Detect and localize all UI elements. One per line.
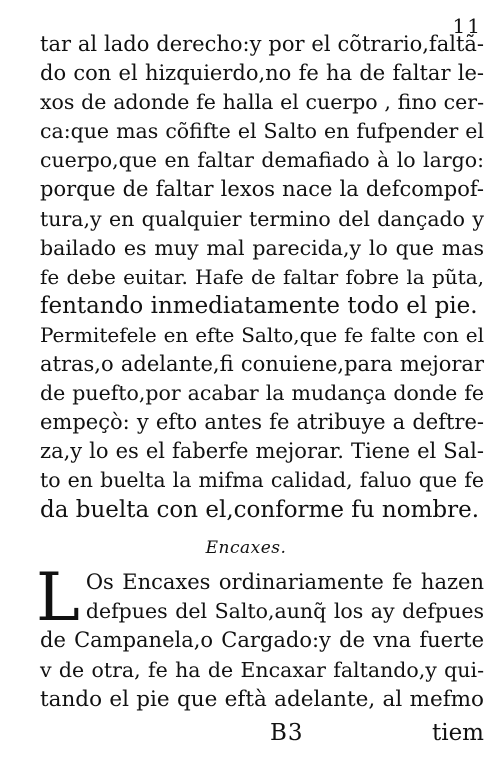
text-line: cuerpo,que en faltar demafiado à lo largo: (40, 148, 484, 173)
text-line: da buelta con el,conforme fu nombre. (40, 496, 480, 523)
text-line: do con el hizquierdo,no fe ha de faltar le- (40, 61, 484, 86)
text-line: atras,o adelante,fi conuiene,para mejorar (40, 352, 484, 377)
text-line: tura,y en qualquier termino del dançado y (40, 206, 484, 231)
main-paragraph (40, 30, 484, 525)
text-line: porque de faltar lexos nace la defcompof- (40, 177, 484, 202)
text-line: fe debe euitar. Hafe de faltar fobre la pũta, (40, 264, 484, 289)
text-line: bailado es muy mal parecida,y lo que mas (40, 235, 484, 260)
text-line: de Campanela,o Cargado:y de vna fuerte (40, 628, 484, 653)
text-line: tando el pie que eftà adelante, al mefmo (40, 686, 484, 712)
text-line: tar al lado derecho:y por el cõtrario,faltã- (40, 32, 484, 56)
text-line: empeçò: y efto antes fe atribuye a deftre- (40, 410, 484, 435)
text-line: Permitefele en efte Salto,que fe falte con el (40, 322, 484, 347)
signature-mark: B3 (270, 720, 304, 746)
text-line: ca:que mas cõfifte el Salto en fufpender el (40, 119, 484, 144)
catchword: tiem (431, 720, 484, 746)
text-line: v de otra, fe ha de Encaxar faltando,y qui- (40, 657, 484, 682)
text-line: de puefto,por acabar la mudança donde fe (40, 381, 484, 406)
text-line: to en buelta la mifma calidad, faluo que fe (40, 468, 484, 493)
page-number: 11 (452, 14, 482, 38)
text-line: xos de adonde fe halla el cuerpo , fino cer- (40, 90, 484, 115)
drop-cap-initial: L (36, 559, 80, 636)
text-line: za,y lo es el faberfe mejorar. Tiene el Sal- (40, 439, 484, 464)
text-line: fentando inmediatamente todo el pie. (40, 292, 478, 319)
text-line: defpues del Salto,aunq̃ los ay defpues (85, 599, 484, 624)
section-heading: Encaxes. (205, 538, 287, 558)
page-footer (0, 720, 492, 750)
text-line: Os Encaxes ordinariamente fe hazen (85, 570, 484, 594)
section-paragraph (36, 559, 484, 714)
